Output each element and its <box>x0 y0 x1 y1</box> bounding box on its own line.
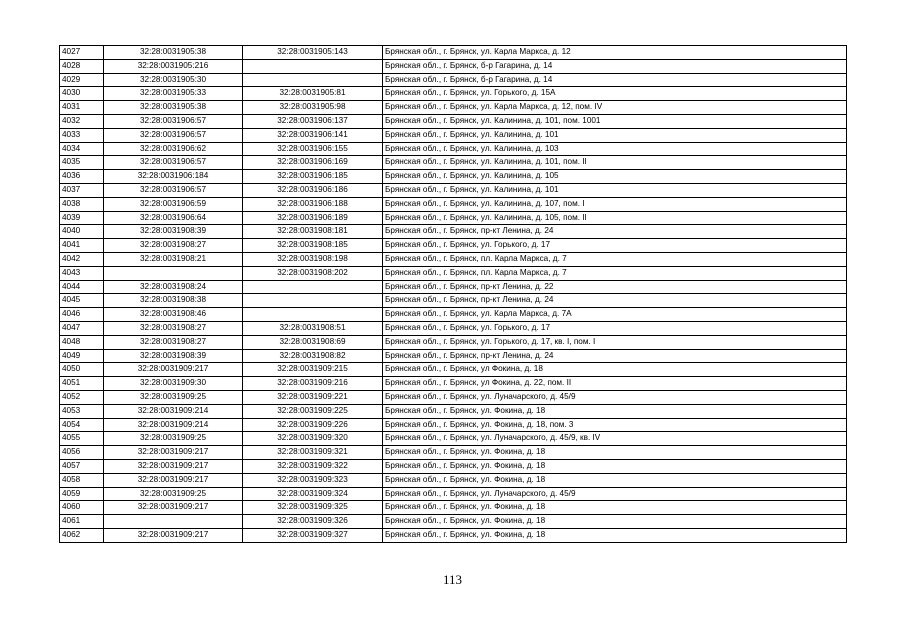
land-cadastral-number: 32:28:0031906:64 <box>104 211 243 225</box>
address: Брянская обл., г. Брянск, ул. Фокина, д. 18 <box>383 404 847 418</box>
address: Брянская обл., г. Брянск, ул. Калинина, д. 103 <box>383 142 847 156</box>
row-number: 4056 <box>60 446 104 460</box>
land-cadastral-number <box>104 515 243 529</box>
land-cadastral-number: 32:28:0031908:46 <box>104 308 243 322</box>
object-cadastral-number: 32:28:0031905:98 <box>243 101 383 115</box>
object-cadastral-number <box>243 308 383 322</box>
table-row <box>60 114 847 128</box>
land-cadastral-number: 32:28:0031909:217 <box>104 446 243 460</box>
row-number: 4036 <box>60 170 104 184</box>
land-cadastral-number: 32:28:0031908:21 <box>104 252 243 266</box>
row-number: 4052 <box>60 390 104 404</box>
land-cadastral-number: 32:28:0031909:25 <box>104 487 243 501</box>
row-number: 4045 <box>60 294 104 308</box>
object-cadastral-number: 32:28:0031909:226 <box>243 418 383 432</box>
land-cadastral-number: 32:28:0031906:184 <box>104 170 243 184</box>
row-number: 4038 <box>60 197 104 211</box>
registry-table-body <box>60 46 847 543</box>
object-cadastral-number: 32:28:0031906:185 <box>243 170 383 184</box>
object-cadastral-number: 32:28:0031909:325 <box>243 501 383 515</box>
table-row <box>60 377 847 391</box>
object-cadastral-number: 32:28:0031908:51 <box>243 321 383 335</box>
land-cadastral-number: 32:28:0031906:62 <box>104 142 243 156</box>
address: Брянская обл., г. Брянск, ул. Горького, д. 15А <box>383 87 847 101</box>
row-number: 4030 <box>60 87 104 101</box>
address: Брянская обл., г. Брянск, ул. Луначарского, д. 45/9, кв. IV <box>383 432 847 446</box>
land-cadastral-number: 32:28:0031909:217 <box>104 528 243 542</box>
row-number: 4058 <box>60 473 104 487</box>
row-number: 4027 <box>60 46 104 60</box>
object-cadastral-number: 32:28:0031909:216 <box>243 377 383 391</box>
land-cadastral-number: 32:28:0031908:38 <box>104 294 243 308</box>
table-row <box>60 363 847 377</box>
table-row <box>60 473 847 487</box>
address: Брянская обл., г. Брянск, ул. Калинина, д. 101, пом. II <box>383 156 847 170</box>
row-number: 4054 <box>60 418 104 432</box>
row-number: 4053 <box>60 404 104 418</box>
row-number: 4040 <box>60 225 104 239</box>
land-cadastral-number: 32:28:0031905:38 <box>104 46 243 60</box>
land-cadastral-number: 32:28:0031906:57 <box>104 156 243 170</box>
object-cadastral-number: 32:28:0031906:137 <box>243 114 383 128</box>
table-row <box>60 128 847 142</box>
land-cadastral-number: 32:28:0031909:217 <box>104 363 243 377</box>
table-row <box>60 211 847 225</box>
row-number: 4031 <box>60 101 104 115</box>
address: Брянская обл., г. Брянск, пр-кт Ленина, д. 24 <box>383 294 847 308</box>
row-number: 4037 <box>60 183 104 197</box>
address: Брянская обл., г. Брянск, ул. Калинина, д. 101 <box>383 128 847 142</box>
land-cadastral-number: 32:28:0031908:27 <box>104 239 243 253</box>
address: Брянская обл., г. Брянск, пр-кт Ленина, д. 24 <box>383 225 847 239</box>
table-row <box>60 335 847 349</box>
address: Брянская обл., г. Брянск, ул. Фокина, д. 18 <box>383 528 847 542</box>
object-cadastral-number <box>243 280 383 294</box>
table-row <box>60 266 847 280</box>
row-number: 4060 <box>60 501 104 515</box>
object-cadastral-number: 32:28:0031906:189 <box>243 211 383 225</box>
address: Брянская обл., г. Брянск, ул. Карла Маркса, д. 12 <box>383 46 847 60</box>
table-row <box>60 528 847 542</box>
address: Брянская обл., г. Брянск, ул. Горького, д. 17 <box>383 239 847 253</box>
address: Брянская обл., г. Брянск, ул. Карла Маркса, д. 12, пом. IV <box>383 101 847 115</box>
row-number: 4035 <box>60 156 104 170</box>
address: Брянская обл., г. Брянск, ул. Фокина, д. 18 <box>383 501 847 515</box>
land-cadastral-number: 32:28:0031909:25 <box>104 432 243 446</box>
object-cadastral-number: 32:28:0031905:81 <box>243 87 383 101</box>
object-cadastral-number: 32:28:0031909:320 <box>243 432 383 446</box>
table-row <box>60 183 847 197</box>
row-number: 4041 <box>60 239 104 253</box>
land-cadastral-number: 32:28:0031908:27 <box>104 335 243 349</box>
land-cadastral-number: 32:28:0031909:214 <box>104 404 243 418</box>
row-number: 4061 <box>60 515 104 529</box>
land-cadastral-number: 32:28:0031906:57 <box>104 183 243 197</box>
table-row <box>60 321 847 335</box>
table-row <box>60 280 847 294</box>
table-row <box>60 252 847 266</box>
address: Брянская обл., г. Брянск, ул. Фокина, д. 18 <box>383 446 847 460</box>
address: Брянская обл., г. Брянск, пр-кт Ленина, д. 22 <box>383 280 847 294</box>
object-cadastral-number: 32:28:0031909:215 <box>243 363 383 377</box>
row-number: 4028 <box>60 59 104 73</box>
land-cadastral-number: 32:28:0031909:30 <box>104 377 243 391</box>
table-row <box>60 59 847 73</box>
address: Брянская обл., г. Брянск, ул. Калинина, д. 101, пом. 1001 <box>383 114 847 128</box>
row-number: 4039 <box>60 211 104 225</box>
table-row <box>60 197 847 211</box>
object-cadastral-number: 32:28:0031906:186 <box>243 183 383 197</box>
land-cadastral-number: 32:28:0031909:217 <box>104 501 243 515</box>
address: Брянская обл., г. Брянск, ул. Калинина, д. 101 <box>383 183 847 197</box>
address: Брянская обл., г. Брянск, пр-кт Ленина, д. 24 <box>383 349 847 363</box>
row-number: 4050 <box>60 363 104 377</box>
land-cadastral-number: 32:28:0031909:217 <box>104 459 243 473</box>
land-cadastral-number <box>104 266 243 280</box>
table-row <box>60 432 847 446</box>
address: Брянская обл., г. Брянск, ул. Калинина, д. 105, пом. II <box>383 211 847 225</box>
address: Брянская обл., г. Брянск, ул Фокина, д. 18 <box>383 363 847 377</box>
object-cadastral-number: 32:28:0031909:321 <box>243 446 383 460</box>
address: Брянская обл., г. Брянск, ул. Фокина, д. 18 <box>383 473 847 487</box>
table-row <box>60 156 847 170</box>
table-row <box>60 515 847 529</box>
object-cadastral-number: 32:28:0031909:326 <box>243 515 383 529</box>
table-row <box>60 294 847 308</box>
object-cadastral-number: 32:28:0031906:188 <box>243 197 383 211</box>
object-cadastral-number: 32:28:0031909:221 <box>243 390 383 404</box>
row-number: 4033 <box>60 128 104 142</box>
land-cadastral-number: 32:28:0031906:57 <box>104 128 243 142</box>
address: Брянская обл., г. Брянск, ул. Горького, д. 17 <box>383 321 847 335</box>
table-row <box>60 239 847 253</box>
table-row <box>60 487 847 501</box>
table-row <box>60 349 847 363</box>
object-cadastral-number: 32:28:0031908:202 <box>243 266 383 280</box>
address: Брянская обл., г. Брянск, ул. Карла Маркса, д. 7А <box>383 308 847 322</box>
table-row <box>60 446 847 460</box>
object-cadastral-number: 32:28:0031908:69 <box>243 335 383 349</box>
table-row <box>60 73 847 87</box>
row-number: 4059 <box>60 487 104 501</box>
row-number: 4044 <box>60 280 104 294</box>
object-cadastral-number: 32:28:0031906:155 <box>243 142 383 156</box>
object-cadastral-number: 32:28:0031908:185 <box>243 239 383 253</box>
object-cadastral-number <box>243 59 383 73</box>
row-number: 4034 <box>60 142 104 156</box>
row-number: 4042 <box>60 252 104 266</box>
land-cadastral-number: 32:28:0031909:25 <box>104 390 243 404</box>
land-cadastral-number: 32:28:0031905:38 <box>104 101 243 115</box>
land-cadastral-number: 32:28:0031908:27 <box>104 321 243 335</box>
land-cadastral-number: 32:28:0031905:216 <box>104 59 243 73</box>
address: Брянская обл., г. Брянск, ул. Фокина, д. 18 <box>383 459 847 473</box>
object-cadastral-number: 32:28:0031909:225 <box>243 404 383 418</box>
page-number: 113 <box>442 572 463 587</box>
address: Брянская обл., г. Брянск, ул. Калинина, д. 107, пом. I <box>383 197 847 211</box>
table-row <box>60 501 847 515</box>
land-cadastral-number: 32:28:0031908:24 <box>104 280 243 294</box>
object-cadastral-number: 32:28:0031908:181 <box>243 225 383 239</box>
row-number: 4062 <box>60 528 104 542</box>
land-cadastral-number: 32:28:0031906:57 <box>104 114 243 128</box>
address: Брянская обл., г. Брянск, б-р Гагарина, д. 14 <box>383 73 847 87</box>
table-row <box>60 418 847 432</box>
table-row <box>60 46 847 60</box>
row-number: 4047 <box>60 321 104 335</box>
land-cadastral-number: 32:28:0031909:214 <box>104 418 243 432</box>
table-row <box>60 390 847 404</box>
table-row <box>60 101 847 115</box>
address: Брянская обл., г. Брянск, ул. Горького, д. 17, кв. I, пом. I <box>383 335 847 349</box>
address: Брянская обл., г. Брянск, ул. Фокина, д. 18 <box>383 515 847 529</box>
land-cadastral-number: 32:28:0031908:39 <box>104 349 243 363</box>
row-number: 4057 <box>60 459 104 473</box>
land-cadastral-number: 32:28:0031909:217 <box>104 473 243 487</box>
address: Брянская обл., г. Брянск, б-р Гагарина, д. 14 <box>383 59 847 73</box>
table-row <box>60 87 847 101</box>
row-number: 4048 <box>60 335 104 349</box>
address: Брянская обл., г. Брянск, ул Фокина, д. 22, пом. II <box>383 377 847 391</box>
land-cadastral-number: 32:28:0031906:59 <box>104 197 243 211</box>
object-cadastral-number: 32:28:0031906:169 <box>243 156 383 170</box>
object-cadastral-number: 32:28:0031909:324 <box>243 487 383 501</box>
registry-table <box>59 45 847 543</box>
object-cadastral-number: 32:28:0031906:141 <box>243 128 383 142</box>
land-cadastral-number: 32:28:0031905:33 <box>104 87 243 101</box>
row-number: 4046 <box>60 308 104 322</box>
table-row <box>60 170 847 184</box>
object-cadastral-number <box>243 294 383 308</box>
row-number: 4049 <box>60 349 104 363</box>
row-number: 4051 <box>60 377 104 391</box>
address: Брянская обл., г. Брянск, ул. Калинина, д. 105 <box>383 170 847 184</box>
table-row <box>60 404 847 418</box>
land-cadastral-number: 32:28:0031908:39 <box>104 225 243 239</box>
object-cadastral-number: 32:28:0031909:327 <box>243 528 383 542</box>
row-number: 4029 <box>60 73 104 87</box>
address: Брянская обл., г. Брянск, ул. Фокина, д. 18, пом. 3 <box>383 418 847 432</box>
object-cadastral-number: 32:28:0031908:198 <box>243 252 383 266</box>
address: Брянская обл., г. Брянск, пл. Карла Маркса, д. 7 <box>383 266 847 280</box>
table-row <box>60 225 847 239</box>
object-cadastral-number <box>243 73 383 87</box>
address: Брянская обл., г. Брянск, ул. Луначарского, д. 45/9 <box>383 487 847 501</box>
object-cadastral-number: 32:28:0031909:322 <box>243 459 383 473</box>
row-number: 4043 <box>60 266 104 280</box>
table-row <box>60 459 847 473</box>
object-cadastral-number: 32:28:0031908:82 <box>243 349 383 363</box>
land-cadastral-number: 32:28:0031905:30 <box>104 73 243 87</box>
row-number: 4055 <box>60 432 104 446</box>
object-cadastral-number: 32:28:0031905:143 <box>243 46 383 60</box>
object-cadastral-number: 32:28:0031909:323 <box>243 473 383 487</box>
table-row <box>60 308 847 322</box>
address: Брянская обл., г. Брянск, ул. Луначарского, д. 45/9 <box>383 390 847 404</box>
address: Брянская обл., г. Брянск, пл. Карла Маркса, д. 7 <box>383 252 847 266</box>
table-row <box>60 142 847 156</box>
row-number: 4032 <box>60 114 104 128</box>
